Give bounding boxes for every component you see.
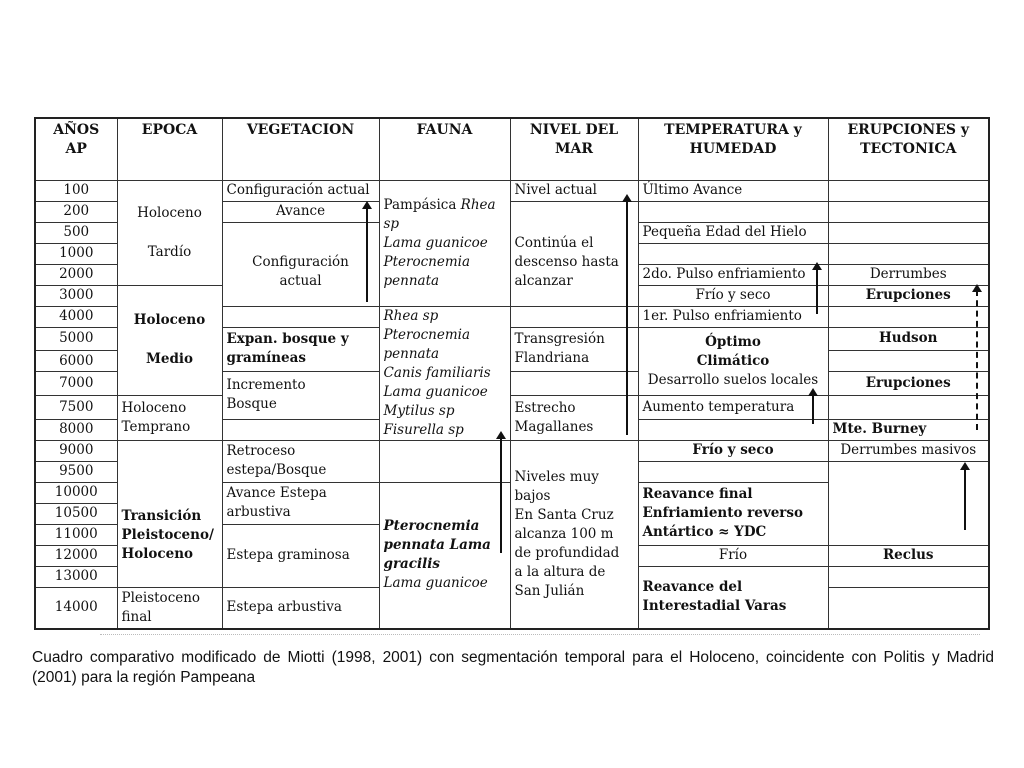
temperature-cell: 2do. Pulso enfriamiento [638, 264, 828, 285]
year-cell: 3000 [35, 285, 117, 306]
figure-caption: Cuadro comparativo modificado de Miotti (1998, 2001) con segmentación temporal para el Holoceno, coincidente con Politis y Madrid (2001) para la región Pampeana [32, 649, 994, 686]
temperature-cell: Frío y seco [638, 440, 828, 461]
vegetation-cell: Configuración actual [222, 180, 379, 201]
header-temperature: TEMPERATURA y HUMEDAD [638, 118, 828, 180]
eruption-cell [828, 180, 989, 201]
table-row [35, 395, 989, 419]
fauna-cell: Pterocnemia pennata Lama gracilis Lama guanicoe [379, 482, 510, 629]
fauna-up-arrow [500, 437, 502, 553]
sea-level-cell: Continúa el descenso hasta alcanzar [510, 201, 638, 306]
vegetation-cell: Estepa graminosa [222, 524, 379, 587]
year-cell: 100 [35, 180, 117, 201]
eruption-cell [828, 201, 989, 222]
scan-artifact-line [100, 634, 980, 635]
eruptions-dashed-up-arrow [976, 290, 978, 430]
sea-level-cell [510, 306, 638, 327]
temperature-cell [638, 419, 828, 440]
vegetation-cell: Incremento Bosque [222, 372, 379, 419]
epoch-holoceno-medio: Holoceno Medio [117, 285, 222, 395]
vegetation-cell: Estepa arbustiva [222, 587, 379, 629]
vegetation-cell: Expan. bosque y gramíneas [222, 327, 379, 372]
vegetation-cell: Retroceso estepa/Bosque [222, 440, 379, 482]
year-cell: 5000 [35, 327, 117, 351]
vegetation-cell: Avance Estepa arbustiva [222, 482, 379, 524]
epoch-transicion: Transición Pleistoceno/ Holoceno [117, 440, 222, 587]
vegetation-up-arrow [366, 207, 368, 302]
epoch-pleistoceno-final: Pleistoceno final [117, 587, 222, 629]
eruption-cell [828, 351, 989, 372]
sea-level-cell: Nivel actual [510, 180, 638, 201]
year-cell: 1000 [35, 243, 117, 264]
temperature-cell [638, 201, 828, 222]
eruption-cell [828, 243, 989, 264]
year-cell: 10500 [35, 503, 117, 524]
sea-level-up-arrow [626, 200, 628, 435]
header-vegetation: VEGETACION [222, 118, 379, 180]
year-cell: 200 [35, 201, 117, 222]
sea-level-cell: Niveles muy bajos En Santa Cruz alcanza 100 m de profundidad a la altura de San Julián [510, 440, 638, 629]
epoch-holoceno-tardio: Holoceno Tardío [117, 180, 222, 285]
eruption-cell [828, 566, 989, 587]
temperature-cell: Reavance final Enfriamiento reverso Antártico ≈ YDC [638, 482, 828, 545]
vegetation-cell [222, 419, 379, 440]
temperature-aumento-arrow [812, 394, 814, 424]
year-cell: 9000 [35, 440, 117, 461]
year-cell: 6000 [35, 351, 117, 372]
eruption-cell [828, 306, 989, 327]
year-cell: 7000 [35, 372, 117, 396]
fauna-cell [379, 440, 510, 482]
header-sea-level: NIVEL DEL MAR [510, 118, 638, 180]
year-cell: 2000 [35, 264, 117, 285]
year-cell: 12000 [35, 545, 117, 566]
year-cell: 13000 [35, 566, 117, 587]
header-fauna: FAUNA [379, 118, 510, 180]
eruption-cell: Derrumbes masivos [828, 440, 989, 461]
sea-level-cell [510, 372, 638, 396]
eruption-cell: Derrumbes [828, 264, 989, 285]
year-cell: 14000 [35, 587, 117, 629]
sea-level-cell: Transgresión Flandriana [510, 327, 638, 372]
vegetation-cell: Avance [222, 201, 379, 222]
header-years: AÑOS AP [35, 118, 117, 180]
eruption-cell [828, 395, 989, 419]
vegetation-cell: Configuración actual [222, 222, 379, 306]
temperature-cell: 1er. Pulso enfriamiento [638, 306, 828, 327]
epoch-holoceno-temprano: Holoceno Temprano [117, 395, 222, 440]
header-row [35, 118, 989, 180]
eruption-cell: Erupciones [828, 285, 989, 306]
header-eruptions: ERUPCIONES y TECTONICA [828, 118, 989, 180]
year-cell: 10000 [35, 482, 117, 503]
year-cell: 11000 [35, 524, 117, 545]
temperature-cell [638, 461, 828, 482]
year-cell: 500 [35, 222, 117, 243]
temperature-cell: Pequeña Edad del Hielo [638, 222, 828, 243]
eruptions-reclus-up-arrow [964, 468, 966, 530]
temperature-cell: Frío y seco [638, 285, 828, 306]
temperature-cell: Óptimo Climático Desarrollo suelos locales [638, 327, 828, 395]
sea-level-cell: Estrecho Magallanes [510, 395, 638, 440]
year-cell: 7500 [35, 395, 117, 419]
vegetation-cell [222, 306, 379, 327]
eruption-cell [828, 222, 989, 243]
eruption-cell: Reclus [828, 545, 989, 566]
temperature-cell: Reavance del Interestadial Varas [638, 566, 828, 629]
eruption-cell: Hudson [828, 327, 989, 351]
eruption-cell: Erupciones [828, 372, 989, 396]
chronology-table [34, 117, 990, 630]
year-cell: 9500 [35, 461, 117, 482]
temperature-cell: Aumento temperatura [638, 395, 828, 419]
year-cell: 8000 [35, 419, 117, 440]
year-cell: 4000 [35, 306, 117, 327]
eruption-cell [828, 587, 989, 629]
temperature-cell [638, 243, 828, 264]
table-row [35, 180, 989, 201]
temperature-cell: Último Avance [638, 180, 828, 201]
temperature-2do-arrow [816, 268, 818, 314]
fauna-cell: Pampásica Rhea sp Lama guanicoe Pterocnemia pennata [379, 180, 510, 306]
fauna-cell: Rhea sp Pterocnemia pennata Canis familiaris Lama guanicoe Mytilus sp Fisurella sp [379, 306, 510, 440]
header-epoch: EPOCA [117, 118, 222, 180]
table-row [35, 440, 989, 461]
temperature-cell: Frío [638, 545, 828, 566]
eruption-cell: Mte. Burney [828, 419, 989, 440]
